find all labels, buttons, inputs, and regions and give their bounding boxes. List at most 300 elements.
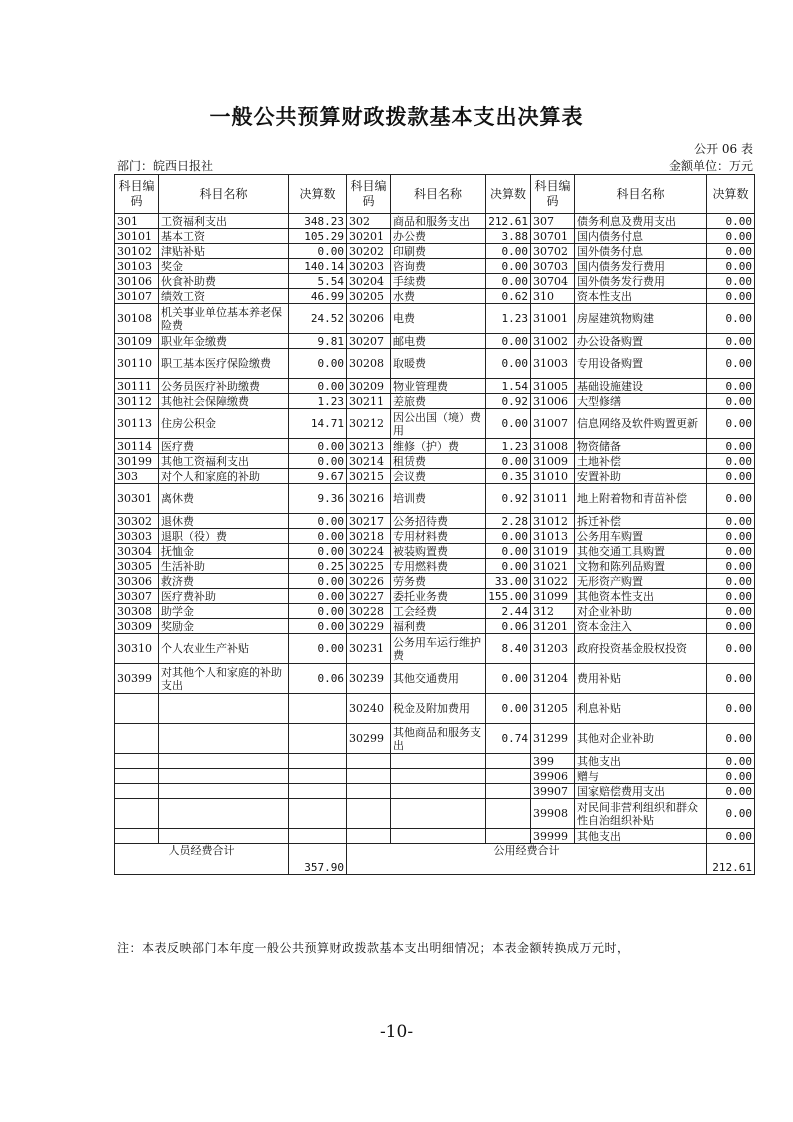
code-cell: 303 [115, 469, 159, 484]
name-cell: 住房公积金 [159, 409, 289, 439]
code-cell: 30207 [347, 334, 391, 349]
code-cell: 30215 [347, 469, 391, 484]
code-cell: 31099 [531, 589, 575, 604]
amount-cell: 0.00 [486, 349, 531, 379]
amount-cell: 0.00 [707, 259, 755, 274]
amount-cell: 0.00 [289, 589, 347, 604]
amount-cell: 14.71 [289, 409, 347, 439]
name-cell [391, 799, 486, 829]
name-cell: 专用设备购置 [575, 349, 707, 379]
code-cell: 30303 [115, 529, 159, 544]
code-cell: 31013 [531, 529, 575, 544]
name-cell [391, 784, 486, 799]
expenditure-table [114, 174, 755, 875]
amount-cell: 0.00 [707, 454, 755, 469]
code-cell: 31201 [531, 619, 575, 634]
code-cell: 30218 [347, 529, 391, 544]
amount-cell [289, 724, 347, 754]
name-cell: 其他社会保障缴费 [159, 394, 289, 409]
name-cell: 赠与 [575, 769, 707, 784]
amount-cell: 0.00 [707, 574, 755, 589]
code-cell: 30239 [347, 664, 391, 694]
amount-cell: 33.00 [486, 574, 531, 589]
name-cell: 助学金 [159, 604, 289, 619]
name-cell: 大型修缮 [575, 394, 707, 409]
header-name-3: 科目名称 [575, 175, 707, 214]
amount-cell: 2.44 [486, 604, 531, 619]
amount-cell: 0.00 [707, 409, 755, 439]
name-cell: 委托业务费 [391, 589, 486, 604]
amount-cell: 1.23 [289, 394, 347, 409]
name-cell: 文物和陈列品购置 [575, 559, 707, 574]
name-cell: 国外债务付息 [575, 244, 707, 259]
name-cell: 国外债务发行费用 [575, 274, 707, 289]
amount-cell: 1.54 [486, 379, 531, 394]
table-row [115, 244, 755, 259]
header-code-2: 科目编码 [347, 175, 391, 214]
code-cell: 399 [531, 754, 575, 769]
table-row [115, 619, 755, 634]
name-cell: 电费 [391, 304, 486, 334]
code-cell: 30302 [115, 514, 159, 529]
public-total-label: 公用经费合计 [347, 844, 707, 875]
name-cell: 房屋建筑物购建 [575, 304, 707, 334]
table-row [115, 784, 755, 799]
name-cell: 国内债务发行费用 [575, 259, 707, 274]
amount-cell [486, 754, 531, 769]
name-cell: 退职（役）费 [159, 529, 289, 544]
amount-cell: 0.00 [707, 634, 755, 664]
table-row [115, 469, 755, 484]
code-cell: 31011 [531, 484, 575, 514]
name-cell: 被装购置费 [391, 544, 486, 559]
code-cell: 31007 [531, 409, 575, 439]
name-cell: 信息网络及软件购置更新 [575, 409, 707, 439]
amount-cell: 0.00 [707, 604, 755, 619]
amount-cell: 0.00 [707, 619, 755, 634]
code-cell: 30205 [347, 289, 391, 304]
amount-cell [486, 799, 531, 829]
amount-cell: 0.00 [707, 724, 755, 754]
table-row [115, 604, 755, 619]
code-cell [115, 829, 159, 844]
amount-cell: 155.00 [486, 589, 531, 604]
amount-cell: 0.00 [486, 409, 531, 439]
code-cell: 30216 [347, 484, 391, 514]
code-cell: 30211 [347, 394, 391, 409]
code-cell: 30299 [347, 724, 391, 754]
amount-cell: 0.00 [707, 544, 755, 559]
name-cell: 医疗费补助 [159, 589, 289, 604]
name-cell [159, 694, 289, 724]
name-cell: 手续费 [391, 274, 486, 289]
name-cell: 其他交通工具购置 [575, 544, 707, 559]
code-cell: 30704 [531, 274, 575, 289]
name-cell: 公务招待费 [391, 514, 486, 529]
code-cell: 30399 [115, 664, 159, 694]
code-cell: 30702 [531, 244, 575, 259]
table-row [115, 769, 755, 784]
code-cell [115, 769, 159, 784]
amount-cell: 1.23 [486, 439, 531, 454]
name-cell [159, 829, 289, 844]
code-cell: 31021 [531, 559, 575, 574]
name-cell: 土地补偿 [575, 454, 707, 469]
table-row [115, 409, 755, 439]
name-cell: 职业年金缴费 [159, 334, 289, 349]
amount-cell: 0.00 [707, 469, 755, 484]
name-cell: 咨询费 [391, 259, 486, 274]
amount-cell: 0.00 [289, 244, 347, 259]
amount-cell: 8.40 [486, 634, 531, 664]
code-cell [115, 724, 159, 754]
amount-cell: 9.67 [289, 469, 347, 484]
code-cell: 39907 [531, 784, 575, 799]
code-cell: 31022 [531, 574, 575, 589]
name-cell: 津贴补贴 [159, 244, 289, 259]
amount-cell: 0.00 [707, 529, 755, 544]
table-row [115, 439, 755, 454]
header-code-1: 科目编码 [115, 175, 159, 214]
amount-cell: 0.00 [289, 574, 347, 589]
amount-cell [289, 799, 347, 829]
amount-cell: 0.35 [486, 469, 531, 484]
name-cell: 物资储备 [575, 439, 707, 454]
code-cell: 30102 [115, 244, 159, 259]
name-cell: 差旅费 [391, 394, 486, 409]
amount-cell: 0.00 [289, 454, 347, 469]
amount-cell: 0.00 [707, 799, 755, 829]
amount-cell: 0.00 [707, 514, 755, 529]
code-cell [347, 799, 391, 829]
amount-cell: 0.00 [707, 694, 755, 724]
amount-cell: 0.00 [486, 244, 531, 259]
code-cell: 39906 [531, 769, 575, 784]
code-cell: 30224 [347, 544, 391, 559]
name-cell: 债务利息及费用支出 [575, 214, 707, 229]
table-row [115, 634, 755, 664]
header-amount-2: 决算数 [486, 175, 531, 214]
header-name-2: 科目名称 [391, 175, 486, 214]
name-cell: 租赁费 [391, 454, 486, 469]
code-cell [347, 769, 391, 784]
amount-cell: 0.00 [707, 244, 755, 259]
name-cell: 福利费 [391, 619, 486, 634]
amount-cell: 0.25 [289, 559, 347, 574]
code-cell: 31299 [531, 724, 575, 754]
name-cell [159, 724, 289, 754]
name-cell: 其他支出 [575, 829, 707, 844]
amount-cell: 0.00 [707, 754, 755, 769]
name-cell: 工会经费 [391, 604, 486, 619]
code-cell: 31005 [531, 379, 575, 394]
amount-cell: 3.88 [486, 229, 531, 244]
name-cell: 其他对企业补助 [575, 724, 707, 754]
personnel-total-value: 357.90 [289, 844, 347, 875]
amount-cell: 0.00 [289, 604, 347, 619]
code-cell: 31019 [531, 544, 575, 559]
amount-cell: 0.00 [707, 829, 755, 844]
amount-cell: 0.00 [707, 664, 755, 694]
code-cell: 31002 [531, 334, 575, 349]
code-cell: 31205 [531, 694, 575, 724]
table-row [115, 274, 755, 289]
code-cell: 30308 [115, 604, 159, 619]
code-cell: 31203 [531, 634, 575, 664]
table-body [115, 214, 755, 844]
code-cell: 30212 [347, 409, 391, 439]
amount-cell: 0.00 [486, 454, 531, 469]
code-cell: 302 [347, 214, 391, 229]
code-cell: 30113 [115, 409, 159, 439]
name-cell: 其他工资福利支出 [159, 454, 289, 469]
name-cell: 其他支出 [575, 754, 707, 769]
table-row [115, 664, 755, 694]
name-cell: 政府投资基金股权投资 [575, 634, 707, 664]
amount-cell [289, 694, 347, 724]
name-cell: 个人农业生产补贴 [159, 634, 289, 664]
name-cell: 奖金 [159, 259, 289, 274]
name-cell: 培训费 [391, 484, 486, 514]
code-cell [115, 754, 159, 769]
code-cell: 30703 [531, 259, 575, 274]
name-cell: 对其他个人和家庭的补助支出 [159, 664, 289, 694]
amount-cell: 9.36 [289, 484, 347, 514]
amount-cell: 0.00 [289, 379, 347, 394]
name-cell: 抚恤金 [159, 544, 289, 559]
table-row [115, 484, 755, 514]
name-cell: 国内债务付息 [575, 229, 707, 244]
code-cell: 30209 [347, 379, 391, 394]
name-cell: 因公出国（境）费用 [391, 409, 486, 439]
amount-cell [289, 829, 347, 844]
code-cell: 30217 [347, 514, 391, 529]
code-cell: 30202 [347, 244, 391, 259]
table-row [115, 589, 755, 604]
code-cell: 30204 [347, 274, 391, 289]
amount-cell: 0.92 [486, 484, 531, 514]
amount-cell: 2.28 [486, 514, 531, 529]
header-name-1: 科目名称 [159, 175, 289, 214]
name-cell [159, 784, 289, 799]
code-cell: 307 [531, 214, 575, 229]
name-cell: 取暖费 [391, 349, 486, 379]
table-row [115, 724, 755, 754]
code-cell: 30206 [347, 304, 391, 334]
name-cell: 维修（护）费 [391, 439, 486, 454]
amount-cell [289, 784, 347, 799]
code-cell: 39999 [531, 829, 575, 844]
header-amount-3: 决算数 [707, 175, 755, 214]
name-cell: 利息补贴 [575, 694, 707, 724]
name-cell: 专用燃料费 [391, 559, 486, 574]
code-cell: 30203 [347, 259, 391, 274]
name-cell: 税金及附加费用 [391, 694, 486, 724]
name-cell: 劳务费 [391, 574, 486, 589]
header-amount-1: 决算数 [289, 175, 347, 214]
code-cell: 30106 [115, 274, 159, 289]
table-row [115, 289, 755, 304]
amount-cell [289, 754, 347, 769]
amount-cell: 0.00 [289, 439, 347, 454]
table-row [115, 754, 755, 769]
code-cell: 30309 [115, 619, 159, 634]
name-cell: 职工基本医疗保险缴费 [159, 349, 289, 379]
amount-cell: 0.00 [289, 634, 347, 664]
name-cell: 对民间非营利组织和群众性自治组织补贴 [575, 799, 707, 829]
amount-cell: 212.61 [486, 214, 531, 229]
name-cell: 拆迁补偿 [575, 514, 707, 529]
amount-cell: 0.00 [486, 559, 531, 574]
code-cell: 30199 [115, 454, 159, 469]
code-cell: 30101 [115, 229, 159, 244]
table-row [115, 334, 755, 349]
code-cell: 312 [531, 604, 575, 619]
code-cell [347, 784, 391, 799]
name-cell: 地上附着物和青苗补偿 [575, 484, 707, 514]
name-cell: 奖励金 [159, 619, 289, 634]
name-cell: 对个人和家庭的补助 [159, 469, 289, 484]
amount-cell: 0.00 [707, 379, 755, 394]
amount-cell: 0.92 [486, 394, 531, 409]
code-cell: 30304 [115, 544, 159, 559]
name-cell: 生活补助 [159, 559, 289, 574]
name-cell: 印刷费 [391, 244, 486, 259]
amount-cell: 0.00 [707, 559, 755, 574]
table-row [115, 214, 755, 229]
table-row [115, 514, 755, 529]
code-cell: 30111 [115, 379, 159, 394]
amount-cell: 5.54 [289, 274, 347, 289]
name-cell: 退休费 [159, 514, 289, 529]
code-cell: 30240 [347, 694, 391, 724]
code-cell: 30701 [531, 229, 575, 244]
name-cell: 对企业补助 [575, 604, 707, 619]
amount-cell: 0.06 [486, 619, 531, 634]
code-cell: 30214 [347, 454, 391, 469]
name-cell: 邮电费 [391, 334, 486, 349]
header-code-3: 科目编码 [531, 175, 575, 214]
code-cell: 30228 [347, 604, 391, 619]
code-cell: 30229 [347, 619, 391, 634]
table-row [115, 544, 755, 559]
name-cell [159, 754, 289, 769]
name-cell: 绩效工资 [159, 289, 289, 304]
name-cell: 工资福利支出 [159, 214, 289, 229]
amount-cell: 1.23 [486, 304, 531, 334]
amount-cell [289, 769, 347, 784]
public-total-value: 212.61 [707, 844, 755, 875]
amount-cell: 0.62 [486, 289, 531, 304]
code-cell [347, 829, 391, 844]
amount-cell: 24.52 [289, 304, 347, 334]
name-cell: 公务用车购置 [575, 529, 707, 544]
table-row [115, 694, 755, 724]
amount-cell: 0.00 [289, 529, 347, 544]
code-cell [115, 694, 159, 724]
name-cell: 办公设备购置 [575, 334, 707, 349]
code-cell: 31003 [531, 349, 575, 379]
name-cell: 基本工资 [159, 229, 289, 244]
amount-cell: 0.00 [486, 694, 531, 724]
code-cell: 39908 [531, 799, 575, 829]
department-label: 部门：皖西日报社 [117, 159, 214, 173]
amount-cell: 0.00 [486, 664, 531, 694]
table-row [115, 529, 755, 544]
amount-cell: 0.00 [289, 544, 347, 559]
unit-label: 金额单位：万元 [668, 159, 753, 173]
code-cell: 31012 [531, 514, 575, 529]
code-cell: 31006 [531, 394, 575, 409]
amount-cell: 0.00 [707, 289, 755, 304]
amount-cell: 0.00 [707, 589, 755, 604]
name-cell: 无形资产购置 [575, 574, 707, 589]
form-number: 公开 06 表 [694, 142, 753, 156]
name-cell [391, 769, 486, 784]
table-row [115, 229, 755, 244]
amount-cell: 0.00 [707, 274, 755, 289]
name-cell: 国家赔偿费用支出 [575, 784, 707, 799]
name-cell: 其他资本性支出 [575, 589, 707, 604]
amount-cell: 0.00 [289, 619, 347, 634]
name-cell: 专用材料费 [391, 529, 486, 544]
code-cell: 310 [531, 289, 575, 304]
amount-cell: 0.00 [289, 349, 347, 379]
name-cell: 公务用车运行维护费 [391, 634, 486, 664]
personnel-total-label: 人员经费合计 [115, 844, 289, 875]
code-cell [115, 799, 159, 829]
code-cell: 30110 [115, 349, 159, 379]
name-cell: 资本性支出 [575, 289, 707, 304]
code-cell: 30305 [115, 559, 159, 574]
table-row [115, 559, 755, 574]
amount-cell: 0.74 [486, 724, 531, 754]
code-cell: 30108 [115, 304, 159, 334]
code-cell: 30107 [115, 289, 159, 304]
table-row [115, 349, 755, 379]
name-cell: 其他商品和服务支出 [391, 724, 486, 754]
amount-cell: 0.00 [486, 334, 531, 349]
table-row [115, 799, 755, 829]
name-cell: 物业管理费 [391, 379, 486, 394]
amount-cell: 0.00 [707, 349, 755, 379]
code-cell: 30301 [115, 484, 159, 514]
name-cell [159, 769, 289, 784]
amount-cell: 0.00 [486, 529, 531, 544]
code-cell: 30307 [115, 589, 159, 604]
code-cell: 30227 [347, 589, 391, 604]
code-cell: 30201 [347, 229, 391, 244]
name-cell: 办公费 [391, 229, 486, 244]
amount-cell: 0.00 [707, 334, 755, 349]
amount-cell [486, 769, 531, 784]
amount-cell: 0.00 [707, 784, 755, 799]
table-row [115, 574, 755, 589]
amount-cell: 348.23 [289, 214, 347, 229]
amount-cell: 0.00 [707, 394, 755, 409]
code-cell: 30112 [115, 394, 159, 409]
name-cell [391, 754, 486, 769]
table-row [115, 304, 755, 334]
name-cell: 离休费 [159, 484, 289, 514]
amount-cell: 0.00 [707, 214, 755, 229]
amount-cell: 0.00 [707, 769, 755, 784]
name-cell [391, 829, 486, 844]
name-cell: 救济费 [159, 574, 289, 589]
code-cell: 30310 [115, 634, 159, 664]
amount-cell: 0.00 [707, 229, 755, 244]
code-cell [347, 754, 391, 769]
